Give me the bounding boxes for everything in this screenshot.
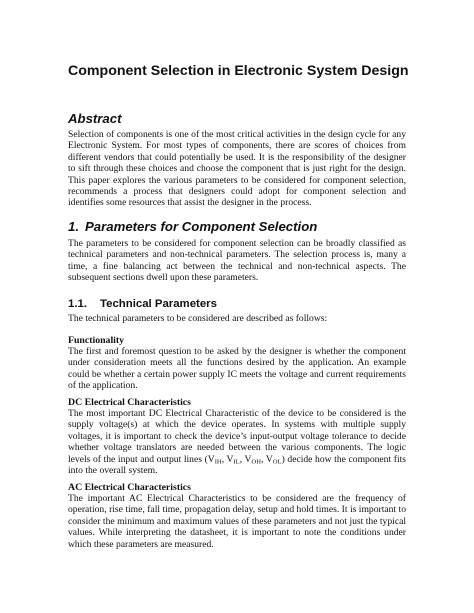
- voltage-symbols: [208, 454, 282, 465]
- section-1-1-number: 1.1.: [68, 298, 87, 310]
- voltage-symbol: [245, 454, 261, 465]
- voltage-symbol-subscript: IL: [233, 458, 240, 466]
- section-1-title: Parameters for Component Selection: [85, 219, 318, 234]
- section-1-number: 1.: [68, 219, 79, 234]
- functionality-heading: Functionality: [68, 335, 125, 346]
- section-1-1-heading: [68, 297, 217, 311]
- dc-text-before: The most important DC Electrical Characteristic of the device to be considered is the supply voltage(s) at which the device operates. In systems with multiple supply voltages, it is important to check the device’s input-output voltage tolerance to decide whether voltage translators are needed between the various components. The logic levels of the input and output lines (: [68, 408, 406, 465]
- voltage-symbol-base: V: [265, 453, 273, 465]
- voltage-symbol: [208, 454, 222, 465]
- voltage-symbol-subscript: OH: [251, 458, 262, 466]
- section-1-1-intro: The technical parameters to be considered are described as follows:: [68, 313, 328, 324]
- section-1-text: The parameters to be considered for component selection can be broadly classified as technical parameters and non-technical parameters. The selection process is, many a time, a fine balancing act between the technical and non-technical aspects. The subsequent sections dwell upon these parameters.: [68, 238, 406, 284]
- ac-characteristics-text: The important AC Electrical Characteristics to be considered are the frequency of operation, rise time, fall time, propagation delay, setup and hold times. It is important to consider the minimum and maximum values of these parameters and not just the typical values. While interpreting the datasheet, it is important to note the conditions under which these parameters are measured.: [68, 493, 406, 550]
- voltage-symbol-subscript: IH: [214, 458, 222, 466]
- voltage-symbol: [266, 454, 282, 465]
- functionality-text: The first and foremost question to be asked by the designer is whether the component under consideration meets all the functions desired by the application. An example could be whether a certain power supply IC meets the voltage and current requirements of the application.: [68, 346, 406, 392]
- voltage-symbol-base: V: [244, 453, 252, 465]
- voltage-symbol-subscript: OL: [272, 458, 282, 466]
- voltage-symbol-separator: ,: [261, 453, 266, 465]
- section-1-heading: [68, 219, 317, 235]
- dc-characteristics-heading: DC Electrical Characteristics: [68, 397, 191, 408]
- voltage-symbol-separator: ,: [239, 453, 245, 465]
- voltage-symbol-base: V: [226, 453, 234, 465]
- abstract-text: Selection of components is one of the most critical activities in the design cycle for any Electronic System. For most types of components, there are scores of choices from different vendors that could potentially be used. It is the responsibility of the designer to sift through these choices and choose the component that is just right for the design. This paper explores the various parameters to be considered for component selection, recommends a process that designers could adopt for component selection and identifies some resources that assist the designer in the process.: [68, 129, 406, 209]
- voltage-symbol-separator: ,: [221, 453, 227, 465]
- dc-text-after: ) decide how the component fits into the overall system.: [68, 453, 407, 477]
- paper-title: Component Selection in Electronic System Design: [68, 63, 409, 79]
- section-1-1-title: Technical Parameters: [100, 298, 217, 310]
- voltage-symbol: [227, 454, 240, 465]
- abstract-heading: Abstract: [68, 111, 122, 126]
- voltage-symbol-base: V: [207, 453, 215, 465]
- dc-characteristics-text: [68, 408, 406, 476]
- ac-characteristics-heading: AC Electrical Characteristics: [68, 482, 191, 493]
